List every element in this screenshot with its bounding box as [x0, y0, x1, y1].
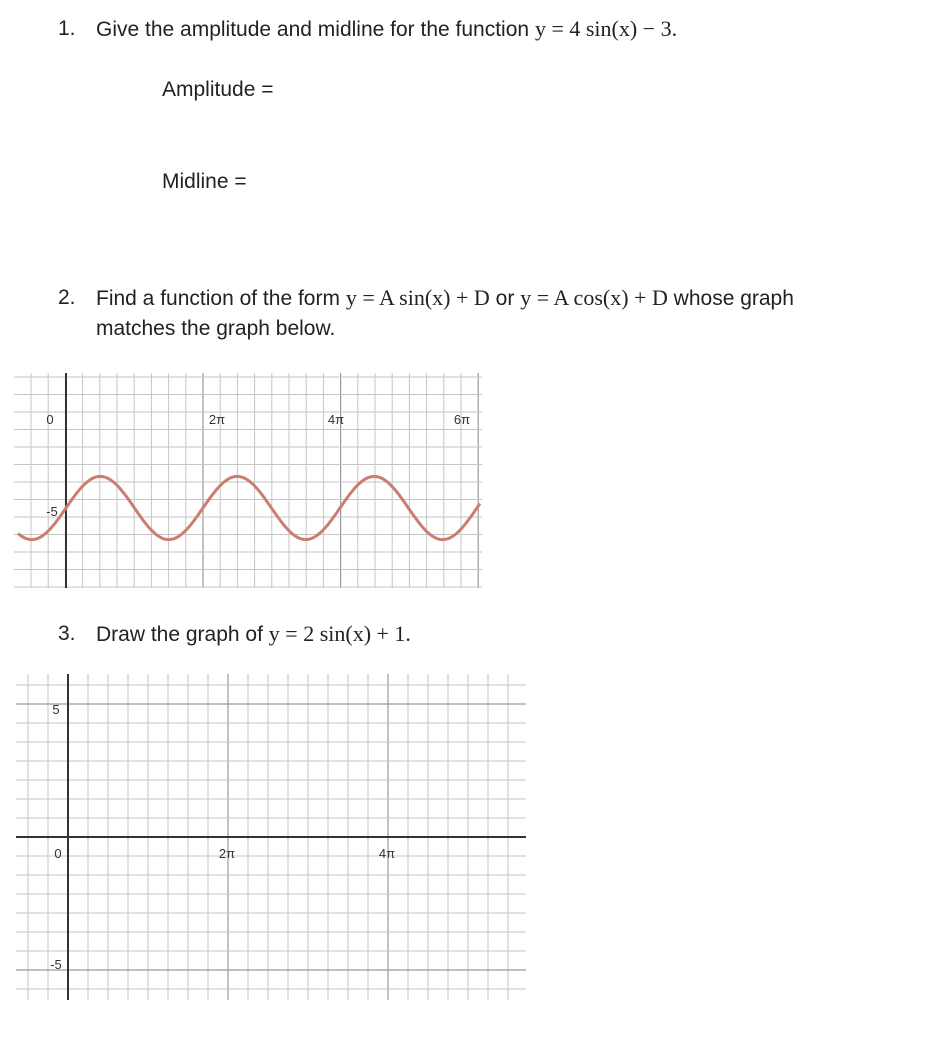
question-2-or: or — [495, 287, 515, 310]
graph-2-x-tick-4pi: 4π — [378, 846, 396, 861]
question-3-text — [96, 619, 411, 650]
question-2-line-1 — [96, 283, 794, 314]
midline-label: Midline = — [162, 170, 247, 193]
amplitude-label: Amplitude = — [162, 78, 274, 101]
graph-2-y-tick-5: 5 — [52, 702, 60, 717]
graph-1-curve — [18, 476, 480, 539]
question-2-prompt-b: whose graph — [673, 287, 794, 310]
question-1-equation: y = 4 sin(x) − 3. — [534, 16, 678, 41]
graph-2-x-tick-2pi: 2π — [218, 846, 236, 861]
question-1-text — [96, 14, 677, 45]
question-2-equation-cos: y = A cos(x) + D — [520, 285, 668, 310]
question-3-prompt: Draw the graph of — [96, 623, 263, 646]
graph-1-x-tick-4pi: 4π — [327, 412, 345, 427]
graph-1 — [14, 373, 482, 588]
graph-2-y-tick-neg5: -5 — [50, 957, 62, 972]
graph-1-x-tick-2pi: 2π — [208, 412, 226, 427]
question-2-equation-sin: y = A sin(x) + D — [345, 285, 490, 310]
graph-2[interactable] — [16, 674, 526, 1000]
question-1-number: 1. — [58, 17, 76, 40]
graph-1-x-tick-0: 0 — [46, 412, 54, 427]
graph-1-x-tick-6pi: 6π — [453, 412, 471, 427]
question-2-number: 2. — [58, 286, 76, 309]
question-1-prompt: Give the amplitude and midline for the function — [96, 18, 530, 41]
question-3-equation: y = 2 sin(x) + 1. — [268, 621, 411, 646]
graph-1-y-tick-neg5: -5 — [46, 504, 58, 519]
question-2-prompt-line-2: matches the graph below. — [96, 317, 336, 340]
question-3-number: 3. — [58, 622, 76, 645]
question-2-prompt-a: Find a function of the form — [96, 287, 340, 310]
graph-2-y-tick-0: 0 — [54, 846, 62, 861]
